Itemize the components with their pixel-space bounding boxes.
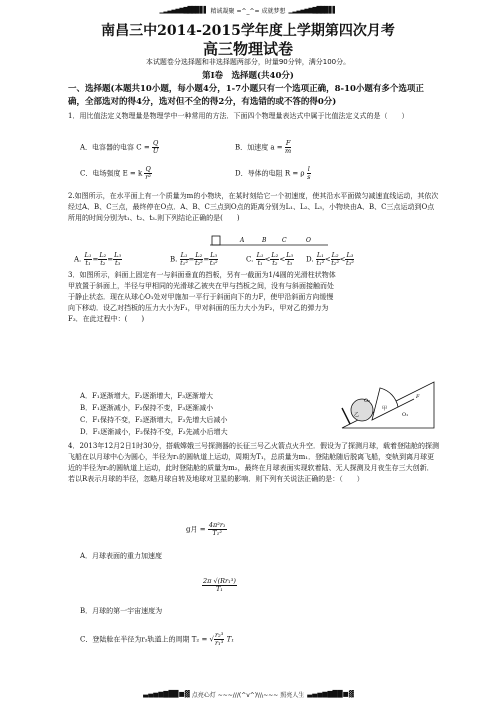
- q2-motion-diagram: [210, 233, 330, 247]
- q4-option-b: B．月球的第一宇宙速度为: [80, 607, 163, 615]
- label-f: F: [416, 394, 420, 400]
- q1-stem: 1．用比值法定义物理量是物理学中一种常用的方法．下面四个物理量表达式中属于比值法定义式的是（ ）: [68, 112, 409, 120]
- q3-stem: 3．如图所示，斜面上固定有一与斜面垂直的挡板，另有一截面为1/4圆的光滑柱状物体甲放置于斜面上，半径与甲相同的光滑球乙被夹在甲与挡板之间，没有与斜面接触而处于静止状态．现在从球心O₁处对甲施加一平行于斜面向下的力F，使甲沿斜面方向缓慢向下移动．设乙对挡板的压力大小为F₁，甲对斜面的压力大小为F₂，甲对乙的弹力为F₃．在此过程中：( ): [68, 271, 336, 323]
- part1-heading: 一、选择题(本题共10小题，每小题4分，1-7小题只有一个选项正确，8-10小题有多个选项正确，全部选对的得4分，选对但不全的得2分，有选错的或不答的得0分): [68, 84, 424, 107]
- exam-note: 本试题卷分选择题和非选择题两部分，时量90分钟，满分100分。: [145, 58, 351, 66]
- label-a: A: [240, 237, 245, 244]
- q3-option-a: A．F₁逐渐增大，F₂逐渐增大，F₃逐渐增大: [80, 392, 214, 400]
- q1-option-c: C．电场强度 E = k $\frac{Q}{\text{r²}}$: [80, 165, 152, 181]
- exam-subtitle: 高三物理试卷: [202, 40, 293, 58]
- q3-option-c: C．F₁保持不变，F₂逐渐增大，F₃先增大后减小: [80, 416, 228, 424]
- q2-option-c: C. $\frac{\text{L₁}}{\text{t₁}}$ < $\frac{\text{L₂}}{\text{t₂}}$ < $\frac{\text{L₃}}{\text{t₃}}$: [246, 251, 294, 267]
- label-jia: 甲: [382, 406, 388, 412]
- label-yi: 乙: [354, 412, 360, 418]
- banner-decoration-right: ▃ ▄ ▅ ▆ ▇ █ █ ■ ▓: [307, 690, 353, 698]
- banner-decoration-right: ▁▂▃▄▅▆▇█▉▊▋▌: [288, 6, 337, 14]
- banner-decoration-left: ▁▂▃▄▅▆▇█▉▊▋▌: [159, 6, 208, 14]
- q4-option-a: A．月球表面的重力加速度: [80, 552, 163, 560]
- bottom-banner: [0, 688, 496, 700]
- q3-option-d: D．F₁逐渐减小，F₂保持不变，F₃先减小后增大: [80, 428, 228, 436]
- label-b: B: [262, 237, 267, 244]
- q2-option-a: A. $\frac{\text{L₁}}{\text{t₁}}$ = $\frac{\text{L₂}}{\text{t₂}}$ = $\frac{\text{L₃}}{\text{t₃}}$: [74, 251, 122, 267]
- q3-incline-figure: [340, 360, 436, 430]
- q4-formula-a: g月 = $\frac{\text{4π²r₁}}{\text{T₁²}}$: [186, 521, 226, 537]
- q4-stem: 4．2013年12月2日1时30分，搭载嫦娥三号探测器的长征三号乙火箭点火升空．假设为了探测月球，载着登陆舱的探测飞船在以月球中心为圆心，半径为r₁的圆轨道上运动，周期为T₁，总质量为m₁．登陆舱随后脱离飞船，变轨到离月球更近的半径为r₂的圆轨道上运动，此时登陆舱的质量为m₂，最终在月球表面实现软着陆、无人探测及月夜生存三大创新．若以R表示月球的半径，忽略月球自转及地球对卫星的影响．则下列有关说法正确的是：（ ）: [68, 442, 439, 483]
- banner-decoration-left: ▃ ▄ ▅ ▆ ▇ █ █ ■ ▓: [143, 690, 189, 698]
- q3-option-b: B．F₁逐渐减小，F₂保持不变，F₃逐渐减小: [80, 404, 214, 412]
- label-o: O: [306, 237, 311, 244]
- top-banner: [0, 4, 496, 16]
- q1-option-d: D．导体的电阻 R = ρ $\frac{l}{s}$: [235, 165, 311, 181]
- exam-title: 南昌三中2014-2015学年度上学期第四次月考: [101, 23, 395, 39]
- q1-option-a: A．电容器的电容 C = $\frac{Q}{U}$: [80, 139, 159, 155]
- q2-stem: 2.如图所示，在水平面上有一个质量为m的小物块，在某时刻给它一个初速度，使其沿水平面做匀减速直线运动，其依次经过A、B、C三点，最终停在O点．A、B、C三点到O点的距离分别为L₁、L₂、L₃，小物块由A、B、C三点运动到O点所用的时间分别为t₁、t₂、t₃.则下列结论正确的是( ): [68, 192, 439, 222]
- label-o1: O₁: [402, 412, 409, 418]
- q4-formula-b: $\frac{\text{2π √(Rr₁³)}}{\text{T₁}}$: [203, 577, 236, 593]
- label-c: C: [282, 237, 287, 244]
- label-o2: O₂: [364, 398, 371, 404]
- q4-option-c: C．登陆舱在半径为r₂轨道上的周期 T₂ = √ $\frac{\text{r₂³}}{\text{r₁³}}$ T₁: [80, 631, 235, 647]
- q1-option-b: B．加速度 a = $\frac{F}{m}$: [235, 139, 292, 155]
- q2-option-d: D. $\frac{\text{L₁}}{\text{t₁²}}$ < $\frac{\text{L₂}}{\text{t₂²}}$ < $\frac{\text{L₃}}{\text{t₃²}}$: [306, 251, 354, 267]
- q2-option-b: B. $\frac{\text{L₁}}{\text{t₁²}}$ = $\frac{\text{L₂}}{\text{t₂²}}$ = $\frac{\text{L₃}}{\text{t₃²}}$: [170, 251, 218, 267]
- section-heading: 第Ⅰ卷 选择题(共40分): [202, 71, 294, 81]
- banner-motto: 点亮心灯 ~~~///(^v^)\\\~~~ 照亮人生: [191, 691, 305, 699]
- banner-motto: 精诚凝聚 =^_^= 成就梦想: [210, 7, 286, 15]
